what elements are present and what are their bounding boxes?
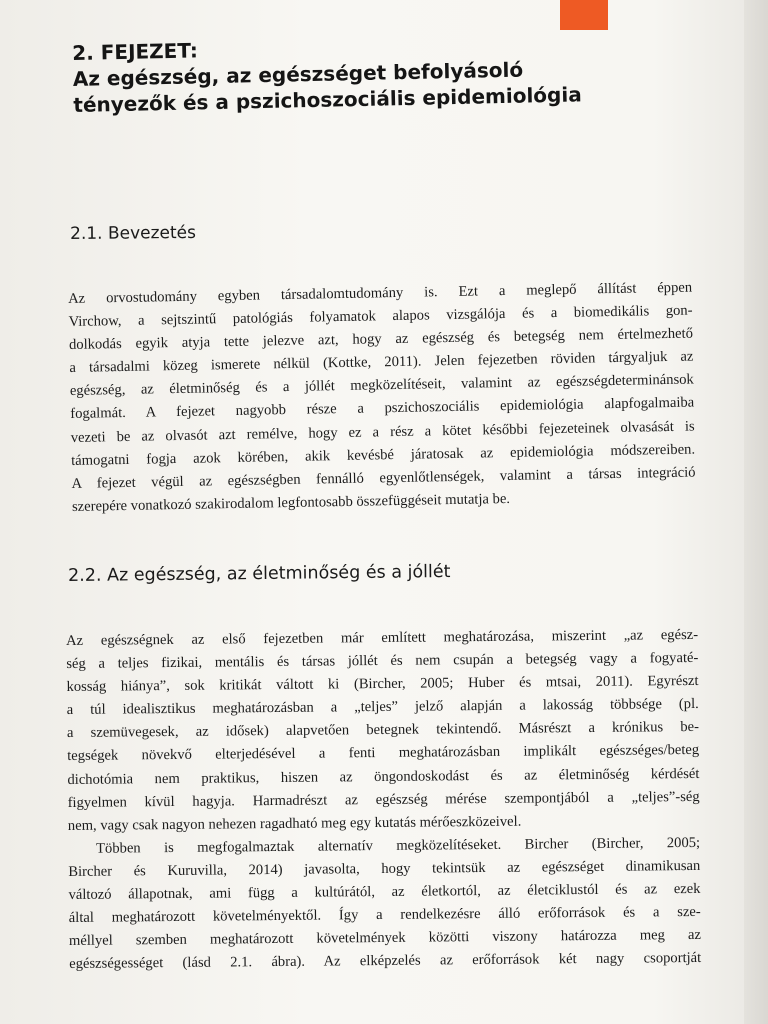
section-heading-bevezetes: 2.1. Bevezetés xyxy=(70,222,197,244)
text-line: Bircher és Kuruvilla, 2014) javasolta, hogy tekintsük az egészséget dinamikusan xyxy=(68,857,701,880)
text-line: egészségességet (lásd 2.1. ábra). Az elképzelés az erőforrások két nagy csoportját xyxy=(69,950,702,973)
text-line: Az egészségnek az első fejezetben már említett meghatározása, miszerint „az egész- xyxy=(66,626,699,649)
section-heading-egeszseg: 2.2. Az egészség, az életminőség és a jóllét xyxy=(68,561,451,586)
chapter-title-line-1: Az egészség, az egészséget befolyásoló xyxy=(72,57,524,91)
chapter-title-line-2: tényezők és a pszichoszociális epidemiológia xyxy=(73,82,582,117)
text-line: Az orvostudomány egyben társadalomtudomány is. Ezt a meglepő állítást éppen xyxy=(68,279,693,307)
text-line: tegségek növekvő elterjedésével a fenti meghatározásban implikált egészséges/beteg xyxy=(67,742,700,765)
text-line: vezeti be az olvasót azt remélve, hogy ez a rész a kötet későbbi fejezeteinek olvasását is xyxy=(70,418,695,446)
text-line: változó állapotnak, ami függ a kultúrától, az életkortól, az életciklustól és az ezek xyxy=(68,880,701,904)
text-line: figyelmen kívül hagyja. Harmadrészt az egészség mérése szempontjából a „teljes”-ség xyxy=(67,788,700,811)
chapter-heading xyxy=(72,27,674,118)
text-line: ség a teljes fizikai, mentális és társas jóllét és nem csupán a betegség vagy a fogyaté- xyxy=(66,650,699,673)
text-line: Többen is megfogalmaztak alternatív megközelítéseket. Bircher (Bircher, 2005; xyxy=(96,834,701,857)
text-line: által meghatározott követelményektől. Így a rendelkezésre álló erőforrások és a sze- xyxy=(68,904,701,927)
text-line: egészség, az életminőség és a jóllét megközelítéseit, valamint az egészségdeterminánsok xyxy=(69,371,694,400)
text-line: támogatni fogja azok körében, akik kevésbé járatosak az epidemiológia módszereiben. xyxy=(71,441,696,469)
text-line: kosság hiánya”, sok kritikát váltott ki (Bircher, 2005; Huber és mtsai, 2011). Egyrészt xyxy=(66,673,699,696)
text-line: méllyel szemben meghatározott követelmények közötti viszony határozza meg az xyxy=(68,927,702,950)
chapter-number: 2. FEJEZET: xyxy=(72,38,199,65)
text-line: dolkodás egyik atyja tette jelezve azt, hogy az egészség és betegség nem értelmezhető xyxy=(68,325,694,354)
text-line: a túl idealisztikus meghatározásban a „teljes” jelző alapján a lakosság többsége (pl. xyxy=(66,696,699,719)
text-line: nem, vagy csak nagyon nehezen ragadható meg egy kutatás mérőeszközeivel. xyxy=(67,813,522,834)
text-line: dichotómia nem praktikus, hiszen az öngondoskodást és az életminőség kérdését xyxy=(67,765,700,788)
health-definition-paragraphs xyxy=(66,624,701,976)
text-line: fogalmát. A fejezet nagyobb része a pszichoszociális epidemiológia alapfogalmaiba xyxy=(70,395,695,423)
text-line: szerepére vonatkozó szakirodalom legfontosabb összefüggéseit mutatja be. xyxy=(71,490,511,515)
text-line: a társadalmi közeg ismerete nélkül (Kottke, 2011). Jelen fejezetben röviden tárgyaljuk az xyxy=(69,348,694,377)
text-line: A fejezet végül az egészségben fennálló egyenlőtlenségek, valamint a társas integráció xyxy=(71,464,696,492)
text-line: Virchow, a sejtszintű patológiás folyamatok alapos vizsgálója és a biomedikális gon- xyxy=(68,302,693,331)
text-line: a szemüvegesek, az idősek) alapvetően betegnek tekintendő. Másrészt a krónikus be- xyxy=(66,719,700,742)
intro-paragraph xyxy=(68,277,696,519)
